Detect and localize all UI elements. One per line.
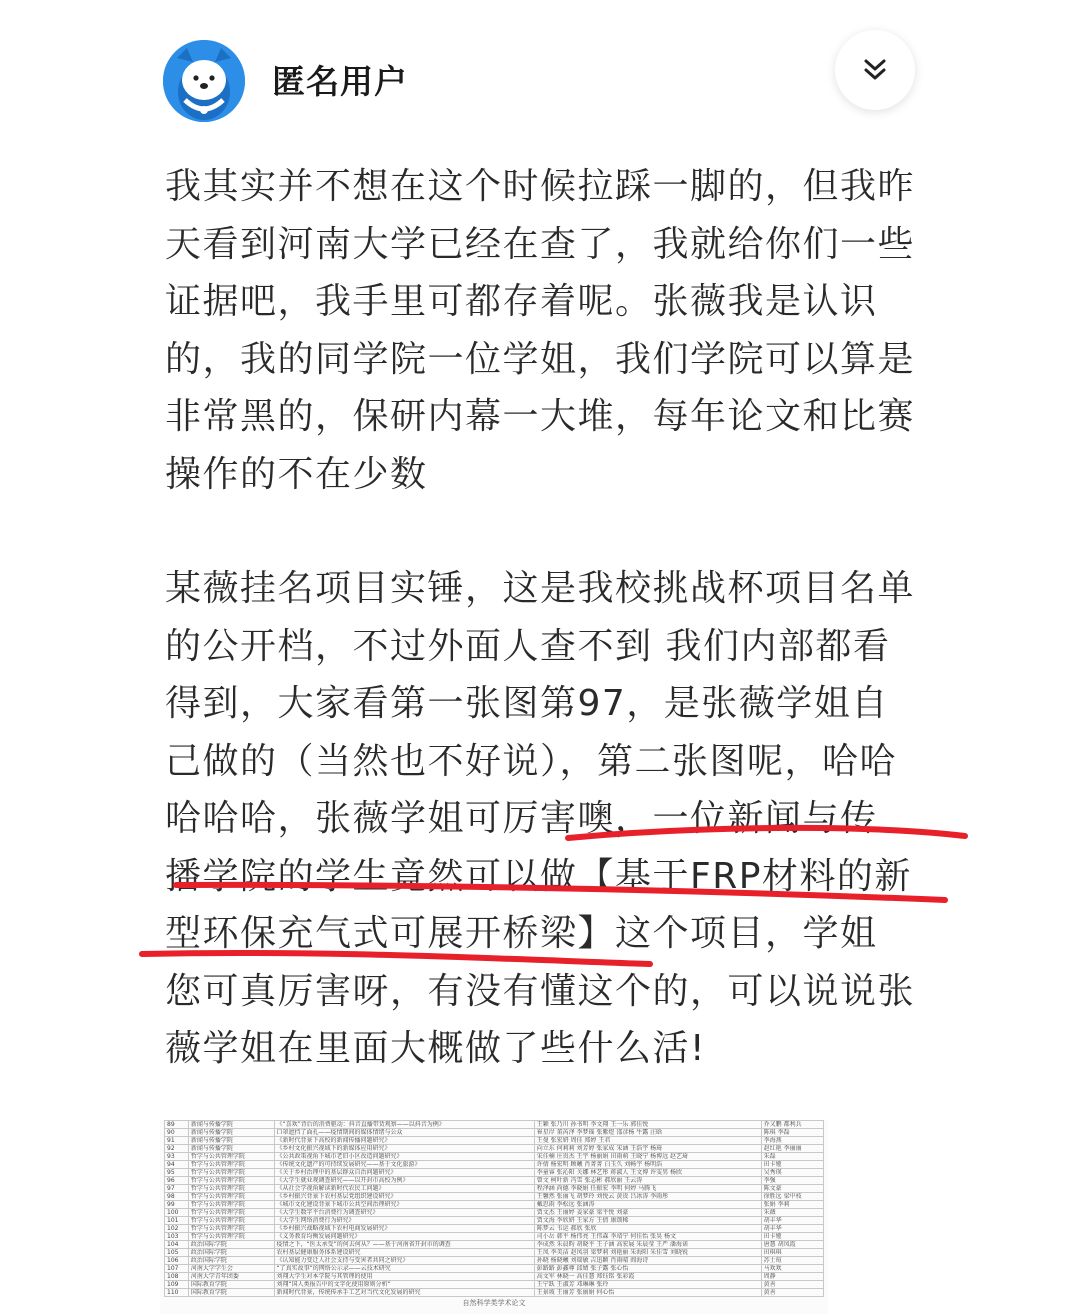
table-cell-title: 新闻时代背景，传统传承手工艺对当代文化发展的研究 bbox=[274, 1289, 534, 1297]
table-cell-title: 《“喜欢”背后的消费驱动：抖音直播带货观察——以抖音为例》 bbox=[274, 1121, 534, 1129]
table-cell-title: 疫情之下，“医太承受”的何去何从？——基于河南省开封市的调查 bbox=[274, 1241, 534, 1249]
table-cell-advisor: 吴秀瑛 bbox=[761, 1169, 823, 1177]
table-cell-title: 《大学生就业观调查研究——以开封市高校为例》 bbox=[274, 1177, 534, 1185]
table-row bbox=[165, 1153, 824, 1161]
table-cell-advisor: 田卡娅 bbox=[761, 1233, 823, 1241]
table-cell-no: 108 bbox=[165, 1273, 189, 1281]
table-cell-title: 《新时代背景下高校的新闻传播问题研究》 bbox=[274, 1137, 534, 1145]
table-row bbox=[165, 1121, 824, 1129]
table-cell-members: 宋佳楠 庄贵杰 王宇 杨丽娟 田雨萌 王晓宁 杨博远 赵艺琦 bbox=[534, 1153, 761, 1161]
table-cell-title: 《传统文化遗产的可持续发展研究——基于文化旅游》 bbox=[274, 1161, 534, 1169]
table-cell-no: 110 bbox=[165, 1289, 189, 1297]
table-cell-title: 《大学生网络消费行为研究》 bbox=[274, 1217, 534, 1225]
highlighted-project-text: 一位新闻与传播学院的学生竟然可以做【基于FRP材料的新型环保充气式可展开桥梁】这个项目 bbox=[165, 798, 912, 954]
table-cell-members: 司小岳 韩平 杨伟亮 王伟森 李靖宁 何佳怡 张昊 杨文 bbox=[534, 1233, 761, 1241]
table-cell-title: 《认知能力变迁人社会支持与受害者共同之研究》 bbox=[274, 1257, 534, 1265]
table-cell-title: “了真实故事”的网络公示录——云技术研究 bbox=[274, 1265, 534, 1273]
post-header bbox=[0, 0, 1080, 150]
table-cell-title: 《城市文化建设背景下城市公共空间治理研究》 bbox=[274, 1201, 534, 1209]
table-cell-members: 孙晓 杨晓曦 刘瑞敏 吉迅颖 肖雨晴 阎海诗 bbox=[534, 1257, 761, 1265]
table-cell-advisor: 朱薇 bbox=[761, 1209, 823, 1217]
table-cell-members: 王凤 李美洁 赵凤羽 梁梦莉 刘艳丽 朱海阳 朱佳雪 刘晓锐 bbox=[534, 1249, 761, 1257]
table-cell-no: 96 bbox=[165, 1177, 189, 1185]
post-paragraph-2-end: ，学姐您可真厉害呀，有没有懂这个的，可以说说张薇学姐在里面大概做了些什么活! bbox=[165, 913, 916, 1069]
table-cell-title: 《大学生数字平台消费行为调查研究》 bbox=[274, 1209, 534, 1217]
table-cell-advisor: 胡丰华 bbox=[761, 1225, 823, 1233]
table-cell-college: 新闻与传播学院 bbox=[188, 1137, 274, 1145]
project-list-table bbox=[164, 1120, 824, 1297]
table-cell-members: 许倩 杨宏明 顾曦 肖菁菁 白玉久 刘畅宇 杨明浩 bbox=[534, 1161, 761, 1169]
table-row bbox=[165, 1265, 824, 1273]
table-cell-college: 国际教育学院 bbox=[188, 1289, 274, 1297]
table-cell-members: 曾文 柯叶新 冯雪 张志彬 郝欣丽 王云涛 bbox=[534, 1177, 761, 1185]
table-row bbox=[165, 1201, 824, 1209]
table-cell-advisor: 黄善 bbox=[761, 1281, 823, 1289]
table-row bbox=[165, 1145, 824, 1153]
table-cell-no: 97 bbox=[165, 1185, 189, 1193]
table-cell-members: 程泽涵 尚德 李晓娟 任振宏 李明 何婷 马腾飞 bbox=[534, 1185, 761, 1193]
table-cell-advisor: 李海燕 bbox=[761, 1137, 823, 1145]
table-cell-members: 李成然 朱晨昀 胡晓平 王子涵 高宏展 朱晨莹 王严 潘海诺 bbox=[534, 1241, 761, 1249]
table-cell-advisor: 唐慧 胡凤霞 bbox=[761, 1241, 823, 1249]
post-paragraph-2 bbox=[165, 560, 915, 1078]
table-cell-no: 105 bbox=[165, 1249, 189, 1257]
table-cell-college: 政治国际学院 bbox=[188, 1249, 274, 1257]
table-cell-college: 政治国际学院 bbox=[188, 1257, 274, 1265]
table-cell-members: 彭路路 彭鑫尊 邱婧 张子露 张心怡 bbox=[534, 1265, 761, 1273]
table-row bbox=[165, 1241, 824, 1249]
table-cell-college: 新闻与传播学院 bbox=[188, 1129, 274, 1137]
table-cell-advisor: 胡丰华 bbox=[761, 1217, 823, 1225]
table-row bbox=[165, 1249, 824, 1257]
table-row bbox=[165, 1233, 824, 1241]
table-row bbox=[165, 1225, 824, 1233]
table-cell-no: 102 bbox=[165, 1225, 189, 1233]
table-cell-members: 高文军 林晓一 高佳慧 郑钰铭 张彩霞 bbox=[534, 1273, 761, 1281]
table-cell-no: 89 bbox=[165, 1121, 189, 1129]
table-row bbox=[165, 1137, 824, 1145]
table-cell-members: 戴思雨 李松远 张涵涛 bbox=[534, 1201, 761, 1209]
table-cell-advisor: 苏士瑄 bbox=[761, 1257, 823, 1265]
table-cell-advisor: 黄善 bbox=[761, 1289, 823, 1297]
table-cell-title: 口罩遮挡了面孔——疫情期间的媒体情绪与公众 bbox=[274, 1129, 534, 1137]
table-cell-members: 贾文海 李欣妍 王家方 王倩 康颂稀 bbox=[534, 1217, 761, 1225]
project-list-caption: 自然科学类学术论文 bbox=[462, 1299, 526, 1307]
table-cell-title: 《义务教育均衡发展问题研究》 bbox=[274, 1233, 534, 1241]
table-cell-no: 91 bbox=[165, 1137, 189, 1145]
table-cell-no: 107 bbox=[165, 1265, 189, 1273]
table-cell-title: 农村基层健康服务体系建设研究 bbox=[274, 1249, 534, 1257]
table-cell-title: 《乡村文化振兴视域下的新媒体应用研究》 bbox=[274, 1145, 534, 1153]
table-cell-college: 政治国际学院 bbox=[188, 1241, 274, 1249]
table-cell-no: 106 bbox=[165, 1257, 189, 1265]
table-cell-members: 王馨然 张丽飞 胡梦玲 刘悦云 黄贵 吕冰涛 李雨彤 bbox=[534, 1193, 761, 1201]
table-cell-advisor: 马欢欢 bbox=[761, 1265, 823, 1273]
table-cell-title: 刘翔“国人类报告中的文字化使用原则分析” bbox=[274, 1281, 534, 1289]
table-cell-members: 陈梦云 韦运 郝欣 张欣 bbox=[534, 1225, 761, 1233]
table-cell-title: 《关于乡村治理中的基层群众自治问题研究》 bbox=[274, 1169, 534, 1177]
table-cell-college: 河南大学学生会 bbox=[188, 1265, 274, 1273]
table-cell-no: 94 bbox=[165, 1161, 189, 1169]
table-cell-title: 刘翔大学生对本学院与其管理的使用 bbox=[274, 1273, 534, 1281]
table-row bbox=[165, 1217, 824, 1225]
table-cell-no: 92 bbox=[165, 1145, 189, 1153]
table-cell-members: 王曼 张宏妍 周佳 郑婷 王君 bbox=[534, 1137, 761, 1145]
table-cell-advisor: 张娟 李莉 bbox=[761, 1201, 823, 1209]
table-row bbox=[165, 1273, 824, 1281]
table-cell-members: 崔星岸 董芮泽 李梦瑶 张紫煜 邵彦杨 牛露 汪晗 bbox=[534, 1129, 761, 1137]
table-cell-members: 王景坡 王丽芳 张丽娟 何心怡 bbox=[534, 1289, 761, 1297]
table-row bbox=[165, 1185, 824, 1193]
table-cell-college: 新闻与传播学院 bbox=[188, 1145, 274, 1153]
table-cell-members: 李童睿 张沁阳 关娜 林艺彤 蒋淑人 王文博 许雯男 杨欣 bbox=[534, 1169, 761, 1177]
table-cell-advisor: 朱磊 bbox=[761, 1153, 823, 1161]
post-paragraph-1: 我其实并不想在这个时候拉踩一脚的，但我昨天看到河南大学已经在查了，我就给你们一些证据吧，我手里可都存着呢。张薇我是认识的，我的同学院一位学姐，我们学院可以算是非常黑的，保研内幕一大堆，每年论文和比赛操作的不在少数 bbox=[165, 166, 916, 495]
table-cell-advisor: 乔又鹏 都利兵 bbox=[761, 1121, 823, 1129]
table-cell-no: 104 bbox=[165, 1241, 189, 1249]
table-row bbox=[165, 1289, 824, 1297]
table-cell-members: 王宁跃 王淑芳 邓琳琳 张玲 bbox=[534, 1281, 761, 1289]
table-cell-advisor: 田卡娅 bbox=[761, 1161, 823, 1169]
table-cell-no: 99 bbox=[165, 1201, 189, 1209]
table-row bbox=[165, 1281, 824, 1289]
table-cell-title: 《乡村振兴背景下农村基层党组织建设研究》 bbox=[274, 1193, 534, 1201]
table-cell-college: 国际教育学院 bbox=[188, 1281, 274, 1289]
table-cell-college: 哲学与公共管理学院 bbox=[188, 1217, 274, 1225]
table-cell-college: 哲学与公共管理学院 bbox=[188, 1177, 274, 1185]
table-cell-members: 王颖 张乃川 孙书明 李文翔 王一乐 郭佳悦 bbox=[534, 1121, 761, 1129]
table-cell-no: 90 bbox=[165, 1129, 189, 1137]
post-paragraph-2-start: 某薇挂名项目实锤，这是我校挑战杯项目名单的公开档，不过外面人查不到 我们内部都看得到，大家看第一张图第97，是张薇学姐自己做的（当然也不好说），第二张图呢，哈哈哈哈哈，张薇学姐可厉害噢， bbox=[165, 568, 916, 839]
table-row bbox=[165, 1129, 824, 1137]
table-cell-advisor: 田琪琪 bbox=[761, 1249, 823, 1257]
table-cell-title: 《乡村振兴战略视域下农村电商发展研究》 bbox=[274, 1225, 534, 1233]
table-cell-no: 95 bbox=[165, 1169, 189, 1177]
table-cell-advisor: 赵红艳 李丽丽 bbox=[761, 1145, 823, 1153]
table-cell-college: 哲学与公共管理学院 bbox=[188, 1161, 274, 1169]
table-cell-no: 98 bbox=[165, 1193, 189, 1201]
table-row bbox=[165, 1209, 824, 1217]
table-cell-college: 哲学与公共管理学院 bbox=[188, 1201, 274, 1209]
table-cell-title: 《从社会学视角解读新时代农民工问题》 bbox=[274, 1185, 534, 1193]
collapse-button[interactable] bbox=[835, 30, 915, 110]
table-cell-no: 100 bbox=[165, 1209, 189, 1217]
table-cell-no: 101 bbox=[165, 1217, 189, 1225]
table-cell-advisor: 陈琪 李磊 bbox=[761, 1129, 823, 1137]
table-cell-college: 新闻与传播学院 bbox=[188, 1121, 274, 1129]
table-cell-members: 向立东 何莉莉 刘芳婷 张家成 宋涵 王浩宇 杨琦 bbox=[534, 1145, 761, 1153]
table-cell-no: 93 bbox=[165, 1153, 189, 1161]
anonymous-avatar-icon bbox=[163, 40, 245, 122]
table-cell-college: 哲学与公共管理学院 bbox=[188, 1153, 274, 1161]
table-row bbox=[165, 1169, 824, 1177]
table-row bbox=[165, 1193, 824, 1201]
table-cell-members: 贾文杰 王丽婷 姜家豪 梁平悦 刘豪 bbox=[534, 1209, 761, 1217]
table-cell-advisor: 李强 bbox=[761, 1177, 823, 1185]
chevron-double-down-icon bbox=[860, 55, 890, 85]
table-cell-advisor: 陈文豪 bbox=[761, 1185, 823, 1193]
table-cell-college: 河南大学青年团委 bbox=[188, 1273, 274, 1281]
table-cell-advisor: 周静 bbox=[761, 1273, 823, 1281]
table-cell-no: 109 bbox=[165, 1281, 189, 1289]
table-cell-college: 哲学与公共管理学院 bbox=[188, 1209, 274, 1217]
table-row bbox=[165, 1177, 824, 1185]
table-cell-no: 103 bbox=[165, 1233, 189, 1241]
table-row bbox=[165, 1257, 824, 1265]
table-cell-title: 《公共政策视角下城市老旧小区改造问题研究》 bbox=[274, 1153, 534, 1161]
user-avatar[interactable] bbox=[163, 40, 245, 122]
table-cell-college: 哲学与公共管理学院 bbox=[188, 1225, 274, 1233]
username[interactable]: 匿名用户 bbox=[272, 62, 408, 101]
table-cell-advisor: 徐胜远 梁中枝 bbox=[761, 1193, 823, 1201]
table-cell-college: 哲学与公共管理学院 bbox=[188, 1185, 274, 1193]
project-list-image[interactable] bbox=[160, 1120, 828, 1314]
table-cell-college: 哲学与公共管理学院 bbox=[188, 1233, 274, 1241]
post-body bbox=[165, 158, 915, 1078]
table-cell-college: 哲学与公共管理学院 bbox=[188, 1193, 274, 1201]
table-cell-college: 哲学与公共管理学院 bbox=[188, 1169, 274, 1177]
table-row bbox=[165, 1161, 824, 1169]
